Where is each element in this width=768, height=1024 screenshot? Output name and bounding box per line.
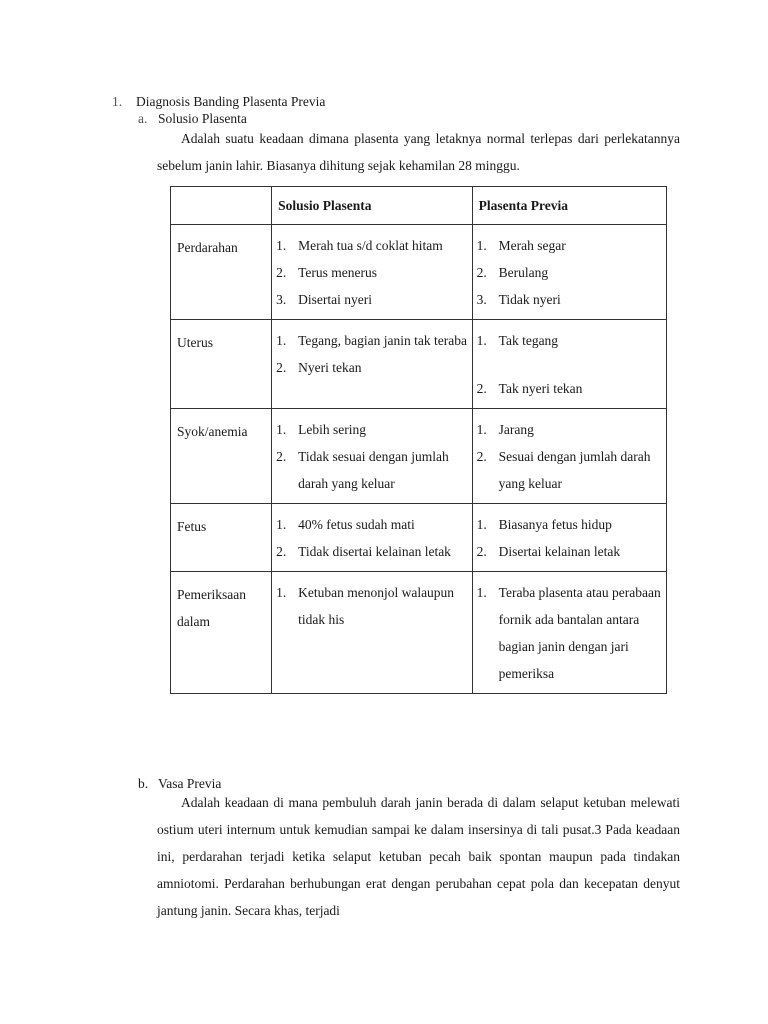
subsection-a-letter: a. xyxy=(138,111,148,126)
previa-cell xyxy=(472,409,666,504)
list-item: 1. Biasanya fetus hidup xyxy=(476,517,612,532)
subsection-b-title: Vasa Previa xyxy=(158,776,222,791)
subsection-b-letter: b. xyxy=(138,776,149,791)
table-header-previa: Plasenta Previa xyxy=(472,187,666,225)
list-item: 2. Sesuai dengan jumlah darah yang keluar xyxy=(476,449,651,491)
list-item: 1. Merah tua s/d coklat hitam xyxy=(276,238,443,253)
solusio-cell xyxy=(272,504,473,572)
list-item: 1. 40% fetus sudah mati xyxy=(276,517,415,532)
list-item: 1. Ketuban menonjol walaupun tidak his xyxy=(276,585,455,627)
section-number: 1. xyxy=(112,94,123,109)
list-item: 2. Tidak sesuai dengan jumlah darah yang keluar xyxy=(276,449,449,491)
solusio-cell xyxy=(272,572,473,694)
solusio-cell xyxy=(272,409,473,504)
row-label-perdarahan: Perdarahan xyxy=(171,225,272,320)
list-item: 3. Tidak nyeri xyxy=(476,292,561,307)
list-item: 1. Tegang, bagian janin tak teraba xyxy=(276,333,467,348)
list-item: 1. Merah segar xyxy=(476,238,566,253)
previa-cell xyxy=(472,504,666,572)
list-item: 1. Jarang xyxy=(476,422,534,437)
row-label-pemeriksaan-dalam: Pemeriksaan dalam xyxy=(171,572,272,694)
comparison-table xyxy=(170,186,667,694)
table-header-empty xyxy=(171,187,272,225)
previa-cell xyxy=(472,225,666,320)
row-label-uterus: Uterus xyxy=(171,320,272,409)
table-header-row xyxy=(171,187,667,225)
solusio-cell xyxy=(272,225,473,320)
previa-cell xyxy=(472,320,666,409)
previa-cell xyxy=(472,572,666,694)
table-row xyxy=(171,409,667,504)
table-header-solusio: Solusio Plasenta xyxy=(272,187,473,225)
list-item: 2. Nyeri tekan xyxy=(276,360,362,375)
list-item: 3. Disertai nyeri xyxy=(276,292,372,307)
section-heading xyxy=(112,94,325,110)
table-row xyxy=(171,572,667,694)
list-item: 2. Berulang xyxy=(476,265,549,280)
solusio-cell xyxy=(272,320,473,409)
list-item: 2. Tak nyeri tekan xyxy=(476,381,583,396)
list-item: 1. Lebih sering xyxy=(276,422,366,437)
list-item: 1. Tak tegang xyxy=(476,333,559,348)
row-label-fetus: Fetus xyxy=(171,504,272,572)
table-row xyxy=(171,225,667,320)
list-item: 2. Terus menerus xyxy=(276,265,377,280)
table-row xyxy=(171,504,667,572)
list-item: 2. Disertai kelainan letak xyxy=(476,544,621,559)
subsection-b-paragraph: Adalah keadaan di mana pembuluh darah janin berada di dalam selaput ketuban melewati ostium uteri internum untuk kemudian sampai ke dalam insersinya di tali pusat.3 Pada keadaan ini, perdarahan terjadi ketika selaput ketuban pecah baik spontan maupun pada tindakan amniotomi. Perdarahan berhubungan erat dengan perubahan cepat pola dan kecepatan denyut jantung janin. Secara khas, terjadi xyxy=(157,795,680,918)
list-item: 1. Teraba plasenta atau perabaan fornik ada bantalan antara bagian janin dengan jari pemeriksa xyxy=(476,585,661,681)
list-item: 2. Tidak disertai kelainan letak xyxy=(276,544,451,559)
row-label-syok-anemia: Syok/anemia xyxy=(171,409,272,504)
subsection-a-paragraph: Adalah suatu keadaan dimana plasenta yang letaknya normal terlepas dari perlekatannya sebelum janin lahir. Biasanya dihitung sejak kehamilan 28 minggu. xyxy=(157,131,680,173)
section-title: Diagnosis Banding Plasenta Previa xyxy=(136,94,326,109)
table-row xyxy=(171,320,667,409)
subsection-a-title: Solusio Plasenta xyxy=(158,111,247,126)
